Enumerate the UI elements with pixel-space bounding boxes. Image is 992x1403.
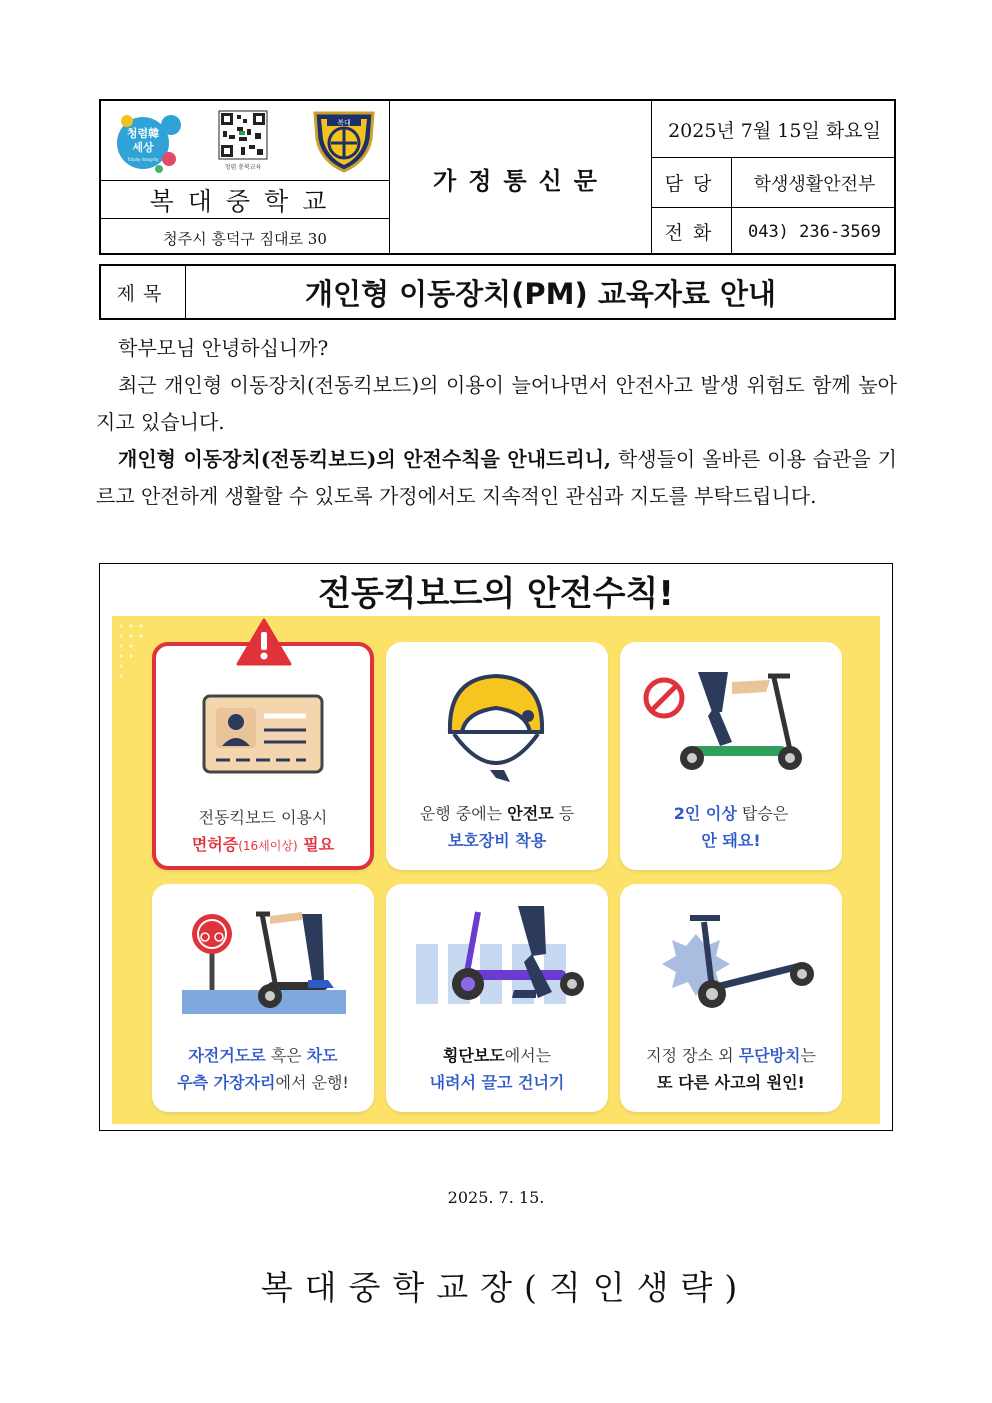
caption-line (152, 1069, 374, 1096)
caption-line: 또 다른 사고의 원인! (657, 1073, 805, 1092)
paragraph (96, 441, 897, 515)
caption-text: 혹은 (265, 1046, 307, 1065)
caption-emphasis: 우측 가장자리 (177, 1073, 276, 1092)
caption-line: 내려서 끌고 건너기 (429, 1073, 565, 1092)
caption-emphasis: 필요 (297, 835, 335, 854)
integrity-logo (113, 107, 185, 175)
card-bike-lane (152, 884, 374, 1112)
helmet-icon (386, 642, 608, 792)
caption-text: 운행 중에는 (419, 804, 508, 823)
card-helmet (386, 642, 608, 870)
logo-text: 청렴韓 (126, 127, 160, 140)
qr-code (215, 109, 275, 173)
header-table (99, 99, 896, 255)
body-text (96, 330, 897, 515)
bike-lane-icon (152, 884, 374, 1034)
caption-line: 안 돼요! (701, 831, 761, 850)
infographic-title: 전동킥보드의 안전수칙! (318, 574, 674, 614)
logo-text: Totally Integrity (127, 157, 159, 162)
greeting: 학부모님 안녕하십니까? (118, 336, 329, 360)
caption-emphasis: 횡단보도 (442, 1046, 505, 1065)
infographic-background (112, 616, 880, 1124)
caption-emphasis: 안전모 (507, 804, 554, 823)
caption-line (156, 831, 370, 860)
phone-label: 전화 (664, 222, 722, 244)
safety-infographic (99, 563, 893, 1131)
card-caption (152, 1042, 374, 1096)
caption-emphasis: 차도 (306, 1046, 338, 1065)
school-emblem (309, 109, 379, 173)
school-name: 복대중학교 (149, 187, 341, 216)
caption-note: (16세이상) (238, 839, 298, 853)
abandoned-scooter-icon (620, 884, 842, 1034)
card-license (152, 642, 374, 870)
divider (651, 101, 652, 253)
caption-text: 에서 운행! (275, 1073, 349, 1092)
contact-value: 학생생활안전부 (753, 173, 876, 195)
caption-line: 보호장비 착용 (447, 831, 547, 850)
license-card-icon (156, 646, 378, 796)
caption-emphasis: 면허증 (191, 835, 239, 854)
warning-icon (236, 618, 292, 666)
paragraph-emphasis: 개인형 이동장치(전동킥보드)의 안전수칙을 안내드리니, (118, 447, 611, 471)
caption-text: 탑승은 (736, 804, 789, 823)
caption-emphasis: 무단방치 (738, 1046, 801, 1065)
card-abandoned (620, 884, 842, 1112)
contact-label: 담당 (664, 173, 722, 195)
caption-emphasis: 자전거도로 (188, 1046, 266, 1065)
emblem-text: 복대 (337, 119, 351, 127)
no-two-riders-icon (620, 642, 842, 792)
caption-text: 에서는 (504, 1046, 552, 1065)
document-title: 개인형 이동장치(PM) 교육자료 안내 (304, 276, 777, 311)
caption-line (620, 1042, 842, 1069)
document-type: 가정통신문 (433, 165, 609, 195)
phone-value: 043) 236-3569 (747, 221, 882, 242)
title-box (99, 264, 896, 320)
card-caption (156, 804, 370, 860)
crosswalk-icon (386, 884, 608, 1034)
caption-text: 지정 장소 외 (646, 1046, 739, 1065)
paragraph-rest: 학생들이 올바른 이용 습관을 기르고 안전하게 생활할 수 있도록 가정에서도 지속적인 관심과 지도를 부탁드립니다. (96, 447, 897, 508)
principal-signature: 복대중학교장(직인생략) (260, 1268, 750, 1307)
caption-line: 전동킥보드 이용시 (198, 808, 328, 827)
school-address: 청주시 흥덕구 짐대로 30 (163, 229, 327, 248)
card-crosswalk (386, 884, 608, 1112)
caption-text: 등 (553, 804, 575, 823)
card-caption (620, 1042, 842, 1096)
footer-date: 2025. 7. 15. (447, 1188, 545, 1207)
caption-line (386, 1042, 608, 1069)
card-two-riders (620, 642, 842, 870)
title-label: 제목 (101, 266, 186, 318)
caption-text: 는 (800, 1046, 816, 1065)
issue-date: 2025년 7월 15일 화요일 (668, 119, 881, 142)
caption-emphasis: 2인 이상 (673, 804, 737, 823)
dot-pattern (116, 620, 146, 740)
caption-line (620, 800, 842, 827)
card-caption (620, 800, 842, 854)
card-caption (386, 1042, 608, 1096)
qr-caption: 청렴 충북교육 (224, 164, 262, 171)
logo-text: 세상 (132, 141, 154, 154)
card-caption (386, 800, 608, 854)
paragraph: 최근 개인형 이동장치(전동킥보드)의 이용이 늘어나면서 안전사고 발생 위험도 함께 높아지고 있습니다. (96, 373, 897, 434)
caption-line (386, 800, 608, 827)
divider (389, 101, 390, 253)
caption-line (152, 1042, 374, 1069)
